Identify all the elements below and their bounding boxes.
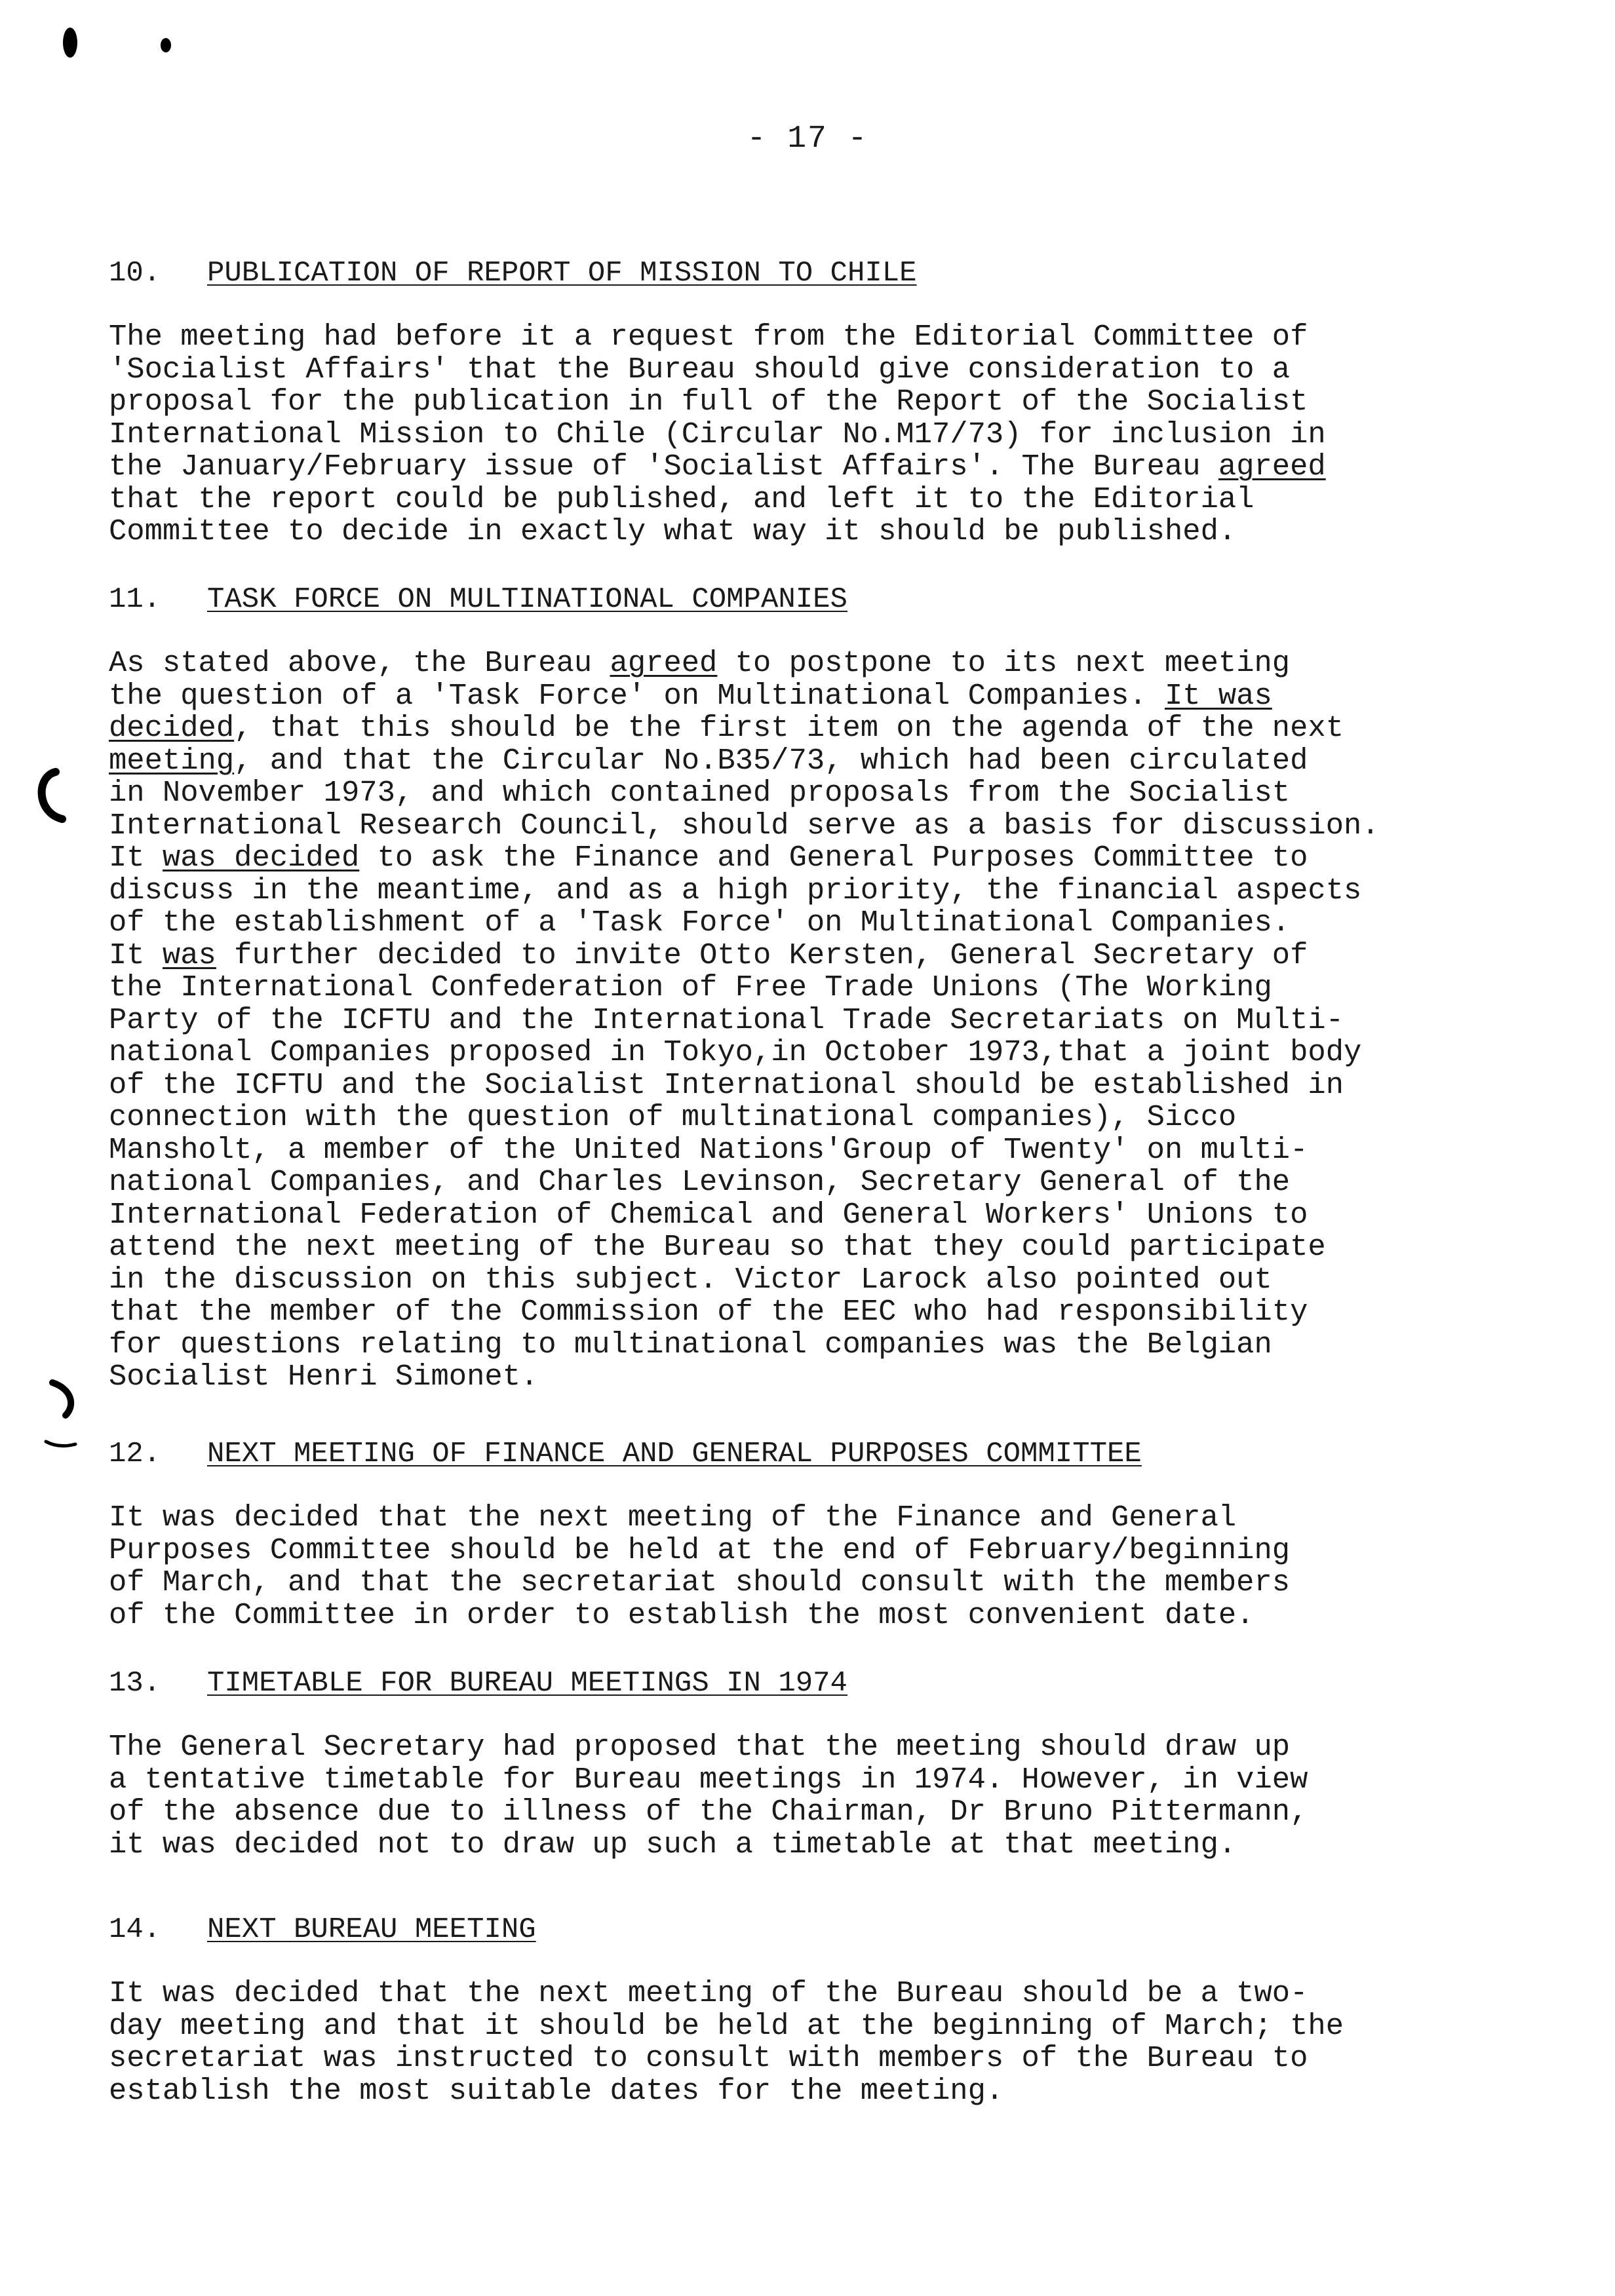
section-number: 13. (109, 1667, 161, 1700)
text-line: for questions relating to multinational companies was the Belgian (109, 1327, 1272, 1362)
text-line: It was further decided to invite Otto Kersten, General Secretary of (109, 938, 1308, 972)
text-line: decided, that this should be the first item on the agenda of the next (109, 711, 1344, 745)
text-line: national Companies proposed in Tokyo,in October 1973,that a joint body (109, 1035, 1362, 1069)
text-line: connection with the question of multinational companies), Sicco (109, 1100, 1237, 1134)
text-line: that the report could be published, and left it to the Editorial (109, 482, 1255, 516)
underlined-phrase: meeting (109, 743, 235, 778)
text-line: The General Secretary had proposed that the meeting should draw up (109, 1730, 1291, 1764)
text-line: in November 1973, and which contained proposals from the Socialist (109, 776, 1291, 810)
section-heading (109, 257, 1492, 290)
text-line: International Federation of Chemical and General Workers' Unions to (109, 1197, 1308, 1232)
section-14 (109, 1913, 1492, 2107)
text-line: national Companies, and Charles Levinson, Secretary General of the (109, 1165, 1291, 1199)
text-line: of the absence due to illness of the Chairman, Dr Bruno Pittermann, (109, 1795, 1308, 1829)
text-line: As stated above, the Bureau agreed to postpone to its next meeting (109, 646, 1291, 680)
text-line: discuss in the meantime, and as a high priority, the financial aspects (109, 873, 1362, 908)
text-line: day meeting and that it should be held at the beginning of March; the (109, 2008, 1344, 2043)
section-heading (109, 583, 1492, 616)
section-number: 10. (109, 257, 161, 290)
text-line: Committee to decide in exactly what way it should be published. (109, 514, 1237, 548)
text-line: of the Committee in order to establish the most convenient date. (109, 1598, 1255, 1632)
underlined-phrase: agreed (1218, 450, 1326, 484)
text-line: It was decided to ask the Finance and General Purposes Committee to (109, 841, 1308, 875)
punch-hole-mark (161, 38, 171, 52)
text-line: in the discussion on this subject. Victor Larock also pointed out (109, 1262, 1272, 1297)
section-title: NEXT BUREAU MEETING (207, 1913, 536, 1946)
section-13 (109, 1667, 1492, 1861)
text-line: attend the next meeting of the Bureau so that they could participate (109, 1230, 1326, 1264)
section-body (109, 1502, 1492, 1632)
text-line: 'Socialist Affairs' that the Bureau should give consideration to a (109, 352, 1291, 387)
section-body (109, 321, 1492, 548)
text-line: establish the most suitable dates for the meeting. (109, 2073, 1004, 2108)
text-line: The meeting had before it a request from the Editorial Committee of (109, 320, 1308, 354)
text-line: of March, and that the secretariat should consult with the members (109, 1565, 1291, 1599)
section-heading (109, 1438, 1492, 1470)
text-line: of the establishment of a 'Task Force' on Multinational Companies. (109, 906, 1291, 940)
section-title: TIMETABLE FOR BUREAU MEETINGS IN 1974 (207, 1667, 847, 1700)
bracket-mark (39, 1376, 92, 1455)
text-line: proposal for the publication in full of the Report of the Socialist (109, 385, 1308, 419)
section-heading (109, 1913, 1492, 1946)
text-line: the question of a 'Task Force' on Multinational Companies. It was (109, 678, 1272, 713)
text-line: Party of the ICFTU and the International Trade Secretariats on Multi- (109, 1003, 1344, 1037)
section-10 (109, 257, 1492, 548)
underlined-phrase: was decided (162, 841, 360, 875)
text-line: It was decided that the next meeting of the Finance and General (109, 1501, 1237, 1535)
punch-hole-mark (63, 28, 77, 58)
section-title: NEXT MEETING OF FINANCE AND GENERAL PURPOSES COMMITTEE (207, 1438, 1142, 1470)
text-line: Purposes Committee should be held at the end of February/beginning (109, 1533, 1291, 1567)
text-line: It was decided that the next meeting of the Bureau should be a two- (109, 1976, 1308, 2010)
underlined-phrase: It was (1164, 678, 1272, 713)
text-line: that the member of the Commission of the EEC who had responsibility (109, 1295, 1308, 1329)
section-number: 14. (109, 1913, 161, 1946)
section-12 (109, 1438, 1492, 1632)
page-number: - 17 - (747, 121, 868, 157)
section-number: 12. (109, 1438, 161, 1470)
text-line: Mansholt, a member of the United Nations'Group of Twenty' on multi- (109, 1132, 1308, 1167)
section-title: TASK FORCE ON MULTINATIONAL COMPANIES (207, 583, 847, 616)
text-line: International Research Council, should serve as a basis for discussion. (109, 808, 1380, 843)
bracket-mark (26, 767, 72, 826)
text-line: of the ICFTU and the Socialist International should be established in (109, 1067, 1344, 1102)
underlined-phrase: was (162, 938, 216, 972)
section-11 (109, 583, 1492, 1394)
text-line: it was decided not to draw up such a timetable at that meeting. (109, 1827, 1237, 1862)
text-line: the International Confederation of Free Trade Unions (The Working (109, 970, 1272, 1004)
section-title: PUBLICATION OF REPORT OF MISSION TO CHILE (207, 257, 917, 290)
text-line: a tentative timetable for Bureau meetings in 1974. However, in view (109, 1762, 1308, 1797)
section-body (109, 1731, 1492, 1861)
section-heading (109, 1667, 1492, 1700)
text-line: International Mission to Chile (Circular No.M17/73) for inclusion in (109, 417, 1326, 451)
text-line: Socialist Henri Simonet. (109, 1360, 539, 1394)
underlined-phrase: decided (109, 711, 235, 745)
underlined-phrase: agreed (610, 646, 718, 680)
text-line: secretariat was instructed to consult with members of the Bureau to (109, 2041, 1308, 2075)
text-line: meeting, and that the Circular No.B35/73, which had been circulated (109, 743, 1308, 778)
section-body (109, 647, 1492, 1394)
text-line: the January/February issue of 'Socialist Affairs'. The Bureau agreed (109, 450, 1326, 484)
section-body (109, 1978, 1492, 2107)
section-number: 11. (109, 583, 161, 616)
